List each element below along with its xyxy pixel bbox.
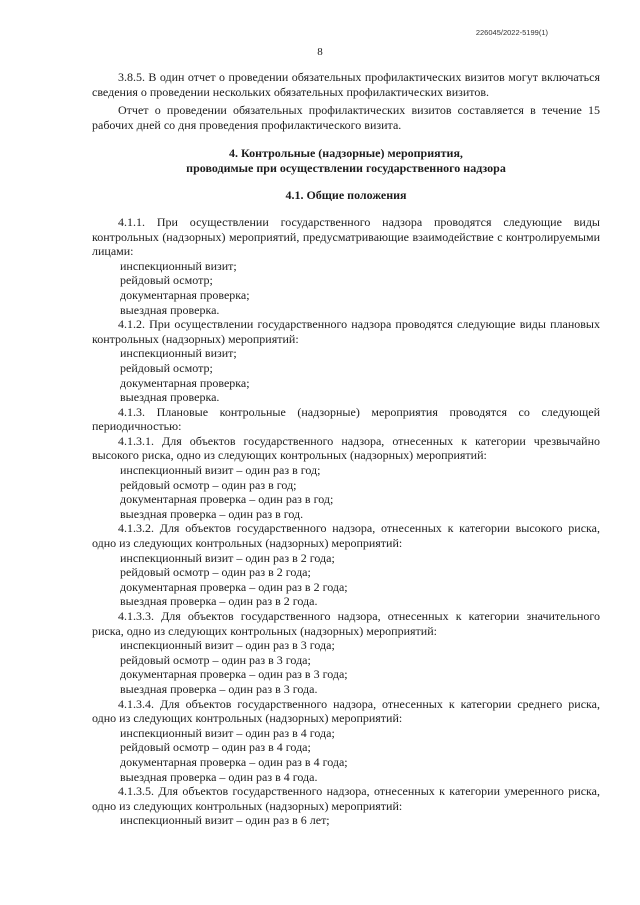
list-item: рейдовый осмотр – один раз в 4 года; [120, 740, 311, 755]
document-number: 226045/2022-5199(1) [475, 28, 548, 37]
list-item: документарная проверка; [120, 287, 250, 302]
list-item: инспекционный визит; [120, 258, 237, 273]
list-item: инспекционный визит – один раз в 6 лет; [120, 813, 330, 828]
paragraph-4-1-2: 4.1.2. При осуществлении государственного надзора проводятся следующие виды плановых контрольных (надзорных) мероприятий: [92, 317, 600, 346]
list-item: рейдовый осмотр; [120, 273, 213, 288]
paragraph-3-8-5: 3.8.5. В один отчет о проведении обязательных профилактических визитов могут включаться сведения о проведении нескольких обязательных профилактических визитов. [92, 70, 600, 99]
list-item: рейдовый осмотр – один раз в год; [120, 477, 297, 492]
document-body [92, 70, 600, 828]
paragraph-report-deadline: Отчет о проведении обязательных профилактических визитов составляется в течение 15 рабочих дней со дня проведения профилактического визита. [92, 103, 600, 132]
section-4-title-line-2: проводимые при осуществлении государственного надзора [186, 161, 506, 176]
list-item: выездная проверка. [120, 302, 220, 317]
list-item: документарная проверка – один раз в 2 года; [120, 579, 348, 594]
list-item: документарная проверка – один раз в год; [120, 492, 334, 507]
paragraph-4-1-3-5: 4.1.3.5. Для объектов государственного надзора, отнесенных к категории умеренного риска, одно из следующих контрольных (надзорных) мероприятий: [92, 784, 600, 813]
list-item: инспекционный визит – один раз в год; [120, 463, 321, 478]
section-4-title-line-1: 4. Контрольные (надзорные) мероприятия, [229, 146, 463, 161]
list-item: документарная проверка – один раз в 3 года; [120, 667, 348, 682]
paragraph-4-1-1: 4.1.1. При осуществлении государственного надзора проводятся следующие виды контрольных (надзорных) мероприятий, предусматривающие взаимодействие с контролируемыми лицами: [92, 214, 600, 259]
list-item: выездная проверка. [120, 390, 220, 405]
list-item: инспекционный визит – один раз в 4 года; [120, 725, 335, 740]
list-item: выездная проверка – один раз в 2 года. [120, 594, 318, 609]
list-item: выездная проверка – один раз в год. [120, 506, 304, 521]
list-item: рейдовый осмотр; [120, 360, 213, 375]
page-number: 8 [317, 46, 323, 58]
list-item: выездная проверка – один раз в 3 года. [120, 681, 318, 696]
list-item: инспекционный визит – один раз в 2 года; [120, 550, 335, 565]
list-item: документарная проверка; [120, 375, 250, 390]
section-4-1-heading: 4.1. Общие положения [285, 188, 407, 203]
paragraph-4-1-3-2: 4.1.3.2. Для объектов государственного надзора, отнесенных к категории высокого риска, одно из следующих контрольных (надзорных) мероприятий: [92, 521, 600, 551]
paragraph-4-1-3-1: 4.1.3.1. Для объектов государственного надзора, отнесенных к категории чрезвычайно высокого риска, одно из следующих контрольных (надзорных) мероприятий: [92, 433, 600, 463]
list-item: документарная проверка – один раз в 4 года; [120, 754, 348, 769]
paragraph-4-1-3-3: 4.1.3.3. Для объектов государственного надзора, отнесенных к категории значительного риска, одно из следующих контрольных (надзорных) мероприятий: [92, 609, 600, 638]
list-item: инспекционный визит – один раз в 3 года; [120, 638, 335, 653]
paragraph-4-1-3: 4.1.3. Плановые контрольные (надзорные) мероприятия проводятся со следующей периодичностью: [92, 404, 600, 434]
section-4-heading [92, 146, 600, 176]
list-item: рейдовый осмотр – один раз в 3 года; [120, 652, 311, 667]
list-item: инспекционный визит; [120, 346, 237, 361]
list-item: выездная проверка – один раз в 4 года. [120, 769, 318, 784]
list-item: рейдовый осмотр – один раз в 2 года; [120, 565, 311, 580]
paragraph-4-1-3-4: 4.1.3.4. Для объектов государственного надзора, отнесенных к категории среднего риска, одно из следующих контрольных (надзорных) мероприятий: [92, 696, 600, 726]
